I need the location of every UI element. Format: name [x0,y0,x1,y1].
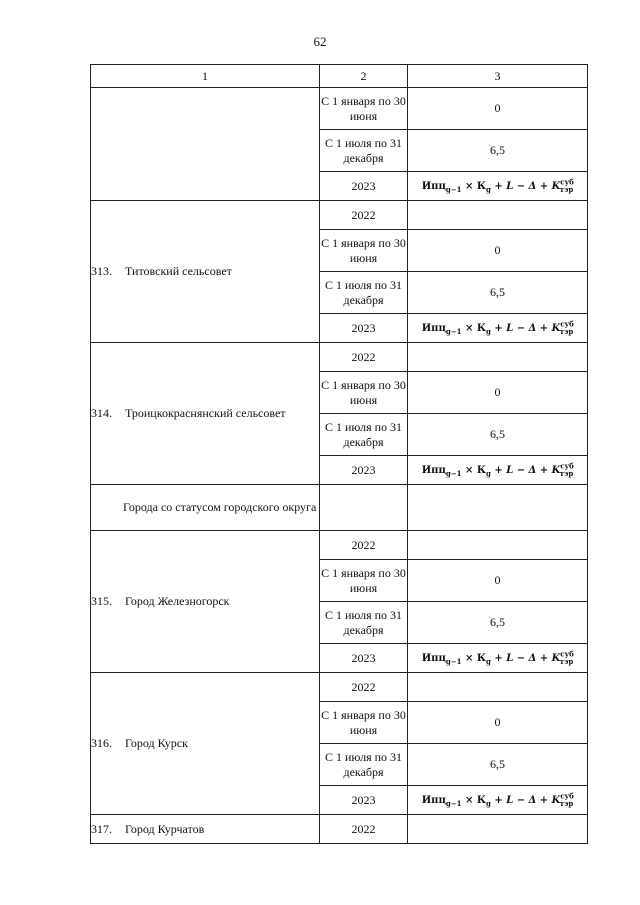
municipality-name: Троицкокраснянский сельсовет [125,406,286,420]
value-cell: 6,5 [408,744,588,786]
formula-k-subscript: g [485,799,491,809]
formula-kt-subscript: тэр [559,799,574,809]
table-row [91,343,588,372]
formula-ipc: Ипц [421,653,446,665]
value-cell: 6,5 [408,130,588,172]
indexation-formula-cell [408,456,588,485]
page-number: 62 [313,34,327,49]
formula-kt: K [551,795,561,807]
formula-kt-superscript: суб [560,177,574,187]
period-cell: С 1 июля по 31 декабря [320,602,408,644]
value-cell: 0 [408,560,588,602]
period-cell: 2022 [320,201,408,230]
municipality-cell [91,88,320,201]
table-row [91,201,588,230]
municipality-number: 315. [91,594,112,608]
indexation-formula: $Ипц_{g-1} \times К_g + L - \Delta + K^{суб}_{тэр}$ [421,177,574,195]
period-cell: С 1 января по 30 июня [320,560,408,602]
table-row [91,673,588,702]
formula-kt-subscript: тэр [559,185,574,195]
formula-ipc: Ипц [421,323,446,335]
column-header-1: 1 [91,65,320,88]
value-cell [408,531,588,560]
formula-terms: + L − Δ + [494,795,552,807]
formula-ipc-subscript: g−1 [445,185,462,195]
formula-ipc: Ипц [421,795,446,807]
formula-kt-superscript: суб [560,649,574,659]
municipality-number: 314. [91,406,112,420]
municipality-cell [91,815,320,844]
column-header-3: 3 [408,65,588,88]
formula-ipc-subscript: g−1 [445,657,462,667]
indexation-formula-cell [408,314,588,343]
municipality-name: Город Курск [125,736,188,750]
period-cell: С 1 января по 30 июня [320,88,408,130]
municipality-name: Город Курчатов [125,821,205,836]
formula-terms: + L − Δ + [494,653,552,665]
municipality-name: Титовский сельсовет [125,264,232,278]
value-cell [408,673,588,702]
value-cell: 0 [408,702,588,744]
table-row [91,88,588,130]
formula-terms: + L − Δ + [494,323,552,335]
formula-kt: K [551,653,561,665]
formula-k-subscript: g [485,657,491,667]
indexation-formula: $Ипц_{g-1} \times К_g + L - \Delta + K^{суб}_{тэр}$ [421,649,574,667]
period-cell: 2022 [320,343,408,372]
group-heading-cell [91,485,320,531]
period-cell: С 1 июля по 31 декабря [320,744,408,786]
value-cell: 6,5 [408,414,588,456]
period-cell: 2023 [320,314,408,343]
formula-kt: K [551,181,561,193]
formula-k: К [476,795,486,807]
empty-cell [408,485,588,531]
formula-k-subscript: g [485,327,491,337]
value-cell [408,815,588,844]
formula-ipc: Ипц [421,465,446,477]
indexation-formula: $Ипц_{g-1} \times К_g + L - \Delta + K^{суб}_{тэр}$ [421,791,574,809]
municipality-cell [91,531,320,673]
formula-ipc-subscript: g−1 [445,327,462,337]
period-cell: С 1 января по 30 июня [320,372,408,414]
group-heading: Города со статусом городского округа [123,500,317,514]
period-cell: С 1 июля по 31 декабря [320,414,408,456]
municipality-cell [91,343,320,485]
municipality-name: Город Железногорск [125,594,230,608]
formula-k-subscript: g [485,185,491,195]
municipality-cell [91,673,320,815]
period-cell: 2022 [320,531,408,560]
period-cell: С 1 января по 30 июня [320,230,408,272]
table-row [91,815,588,844]
value-cell: 0 [408,372,588,414]
formula-k: К [476,323,486,335]
period-cell: 2023 [320,644,408,673]
value-cell: 6,5 [408,602,588,644]
formula-k-subscript: g [485,469,491,479]
formula-terms: + L − Δ + [494,465,552,477]
group-heading-row [91,485,588,531]
indexation-formula: $Ипц_{g-1} \times К_g + L - \Delta + K^{суб}_{тэр}$ [421,461,574,479]
formula-kt-superscript: суб [560,461,574,471]
formula-kt: K [551,465,561,477]
value-cell: 0 [408,88,588,130]
indexation-formula: $Ипц_{g-1} \times К_g + L - \Delta + K^{суб}_{тэр}$ [421,319,574,337]
period-cell: С 1 июля по 31 декабря [320,272,408,314]
empty-cell [320,485,408,531]
formula-kt-subscript: тэр [559,657,574,667]
municipality-number: 313. [91,264,112,278]
formula-ipc-subscript: g−1 [445,799,462,809]
formula-kt-superscript: суб [560,791,574,801]
formula-k: К [476,465,486,477]
period-cell: 2022 [320,673,408,702]
formula-kt-subscript: тэр [559,327,574,337]
table-row [91,531,588,560]
period-cell: С 1 января по 30 июня [320,702,408,744]
formula-kt-superscript: суб [560,319,574,329]
period-cell: 2022 [320,815,408,844]
formula-kt-subscript: тэр [559,469,574,479]
formula-k: К [476,653,486,665]
indexation-formula-cell [408,786,588,815]
period-cell: 2023 [320,172,408,201]
value-cell: 0 [408,230,588,272]
indexation-formula-cell [408,172,588,201]
period-cell: 2023 [320,456,408,485]
column-header-2: 2 [320,65,408,88]
formula-kt: K [551,323,561,335]
period-cell: 2023 [320,786,408,815]
formula-ipc-subscript: g−1 [445,469,462,479]
formula-terms: + L − Δ + [494,181,552,193]
municipality-cell [91,201,320,343]
period-cell: С 1 июля по 31 декабря [320,130,408,172]
municipality-number: 317. [91,821,112,836]
value-cell [408,343,588,372]
municipality-number: 316. [91,736,112,750]
formula-ipc: Ипц [421,181,446,193]
formula-k: К [476,181,486,193]
tariff-table-body [91,65,588,844]
value-cell [408,201,588,230]
value-cell: 6,5 [408,272,588,314]
table-header-row [91,65,588,88]
tariff-table [90,64,588,844]
indexation-formula-cell [408,644,588,673]
